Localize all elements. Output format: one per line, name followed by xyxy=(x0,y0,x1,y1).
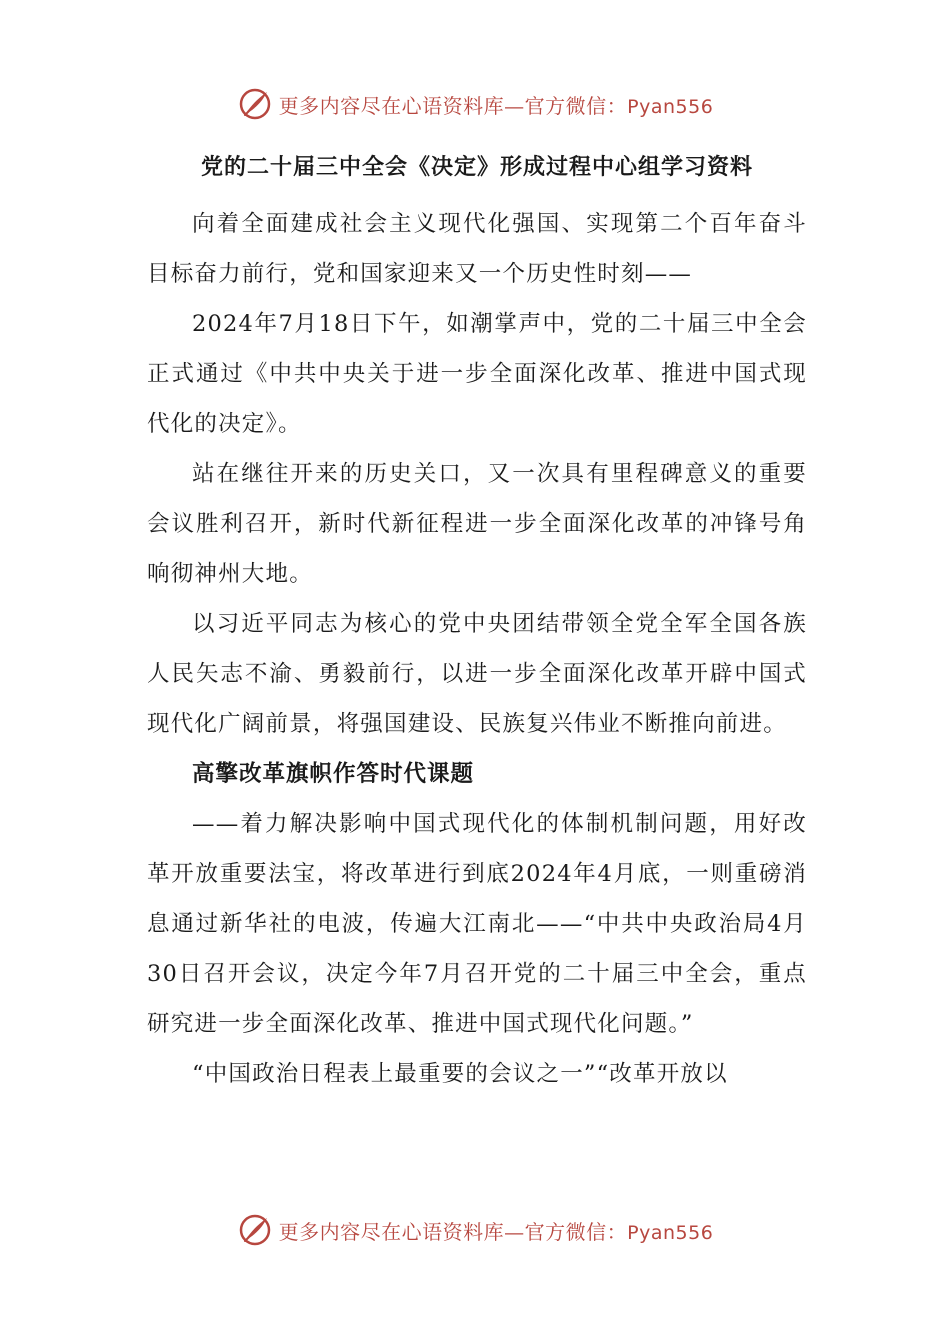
paragraph-4: 以习近平同志为核心的党中央团结带领全党全军全国各族人民矢志不渝、勇毅前行，以进一步全面深化改革开辟中国式现代化广阔前景，将强国建设、民族复兴伟业不断推向前进。 xyxy=(147,611,807,737)
watermark-text: 更多内容尽在心语资料库—官方微信：Pyan556 xyxy=(278,1219,714,1244)
paragraph-2: 2024年7月18日下午，如潮掌声中，党的二十届三中全会正式通过《中共中央关于进一步全面深化改革、推进中国式现代化的决定》。 xyxy=(147,311,807,437)
paragraph-3: 站在继往开来的历史关口，又一次具有里程碑意义的重要会议胜利召开，新时代新征程进一步全面深化改革的冲锋号角响彻神州大地。 xyxy=(147,461,807,587)
quill-logo-icon xyxy=(237,86,273,122)
watermark-banner-top xyxy=(0,82,950,126)
quill-logo-icon xyxy=(237,1212,273,1248)
watermark-banner-bottom xyxy=(0,1208,950,1252)
document-title: 党的二十届三中全会《决定》形成过程中心组学习资料 xyxy=(200,154,753,180)
section-paragraph-2: “中国政治日程表上最重要的会议之一”“改革开放以 xyxy=(192,1061,728,1087)
paragraph-1: 向着全面建成社会主义现代化强国、实现第二个百年奋斗目标奋力前行，党和国家迎来又一个历史性时刻—— xyxy=(147,211,807,287)
document-body xyxy=(147,150,807,1099)
section-paragraph-1: ——着力解决影响中国式现代化的体制机制问题，用好改革开放重要法宝，将改革进行到底2024年4月底，一则重磅消息通过新华社的电波，传遍大江南北——“中共中央政治局4月30日召开会议，决定今年7月召开党的二十届三中全会，重点研究进一步全面深化改革、推进中国式现代化问题。” xyxy=(147,811,807,1037)
section-heading: 高擎改革旗帜作答时代课题 xyxy=(192,761,475,787)
watermark-text: 更多内容尽在心语资料库—官方微信：Pyan556 xyxy=(278,93,714,118)
